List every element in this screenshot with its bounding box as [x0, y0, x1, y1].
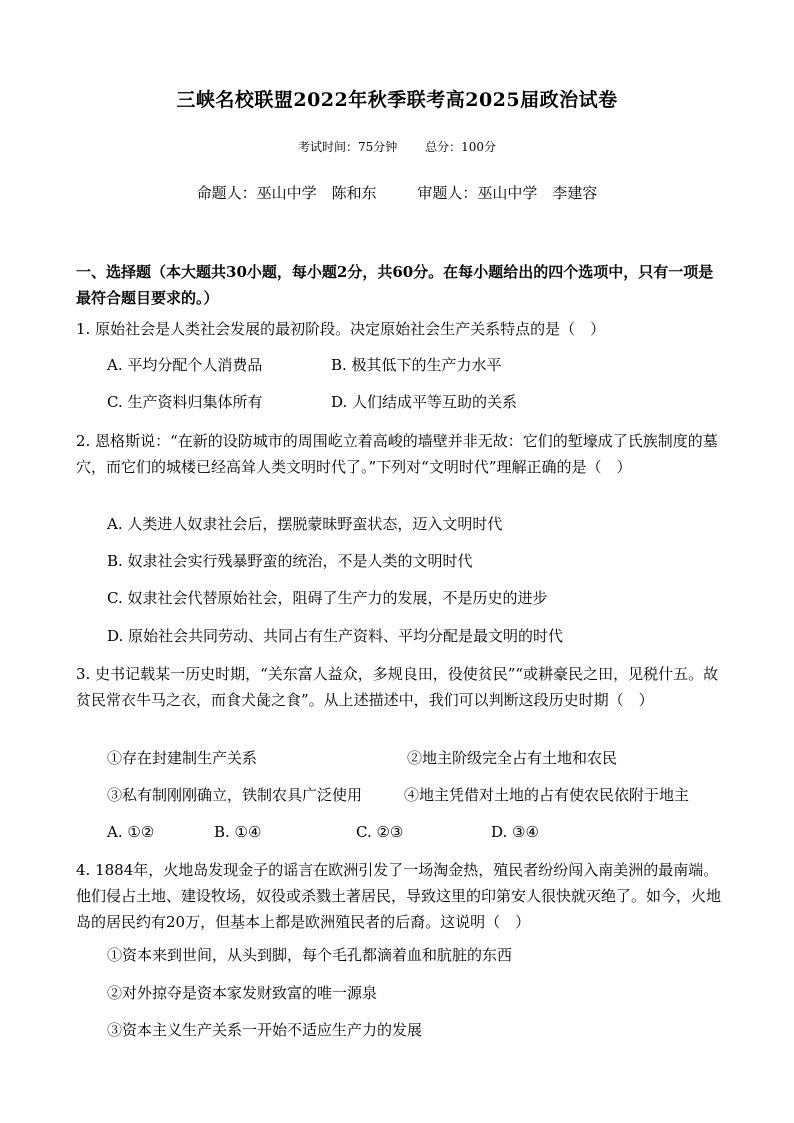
q3-statement-4: ④地主凭借对土地的占有使农民依附于地主 [404, 786, 690, 804]
q3-option-c: C. ②③ [356, 823, 404, 841]
section-heading: 一、选择题（本大题共30小题，每小题2分，共60分。在每小题给出的四个选项中，只有一项是最符合题目要求的。） [76, 263, 714, 307]
q3-option-b: B. ①④ [214, 823, 262, 841]
exam-meta [0, 138, 794, 155]
q4-statement-3: ③资本主义生产关系一开始不适应生产力的发展 [107, 1021, 423, 1039]
q1-option-c: C. 生产资料归集体所有 [107, 393, 263, 411]
q3-statement-3: ③私有制刚刚确立，铁制农具广泛使用 [107, 786, 363, 804]
q4-statement-1: ①资本来到世间，从头到脚，每个毛孔都滴着血和肮脏的东西 [107, 946, 513, 964]
q2-option-c: C. 奴隶社会代替原始社会，阻碍了生产力的发展，不是历史的进步 [107, 589, 548, 607]
question-3-stem: 3. 史书记载某一历史时期，“关东富人益众，多规良田，役使贫民”“或耕豪民之田，见税什五。故贫民常衣牛马之衣，而食犬彘之食”。从上述描述中，我们可以判断这段历史时期（ ） [76, 665, 719, 709]
setter: 命题人：巫山中学 陈和东 [196, 184, 377, 202]
q3-statement-2: ②地主阶级完全占有土地和农民 [407, 749, 618, 767]
exam-title: 三峡名校联盟2022年秋季联考高2025届政治试卷 [176, 89, 618, 111]
question-1-stem: 1. 原始社会是人类社会发展的最初阶段。决定原始社会生产关系特点的是（ ） [76, 320, 606, 338]
q2-option-d: D. 原始社会共同劳动、共同占有生产资料、平均分配是最文明的时代 [107, 627, 564, 645]
q2-option-b: B. 奴隶社会实行残暴野蛮的统治，不是人类的文明时代 [107, 552, 473, 570]
q3-option-a: A. ①② [107, 823, 155, 841]
exam-time: 考试时间：75分钟 [297, 140, 398, 154]
q3-statement-1: ①存在封建制生产关系 [107, 749, 258, 767]
total-score: 总分：100分 [425, 140, 496, 154]
question-4-stem: 4. 1884年，火地岛发现金子的谣言在欧洲引发了一场淘金热，殖民者纷纷闯入南美洲的最南端。他们侵占土地、建设牧场，奴役或杀戮土著居民，导致这里的印第安人很快就灭绝了。如今，火地岛的居民约有20万，但基本上都是欧洲殖民者的后裔。这说明（ ） [76, 861, 722, 931]
q1-option-a: A. 平均分配个人消费品 [107, 356, 263, 374]
question-2-stem: 2. 恩格斯说：“在新的设防城市的周围屹立着高峻的墙壁并非无故：它们的堑壕成了氏族制度的墓穴，而它们的城楼已经高耸人类文明时代了。”下列对“文明时代”理解正确的是（ ） [76, 432, 718, 476]
q1-option-b: B. 极其低下的生产力水平 [331, 356, 502, 374]
q3-option-d: D. ③④ [491, 823, 539, 841]
q1-option-d: D. 人们结成平等互助的关系 [331, 393, 518, 411]
q2-option-a: A. 人类进人奴隶社会后，摆脱蒙昧野蛮状态，迈入文明时代 [107, 515, 503, 533]
q4-statement-2: ②对外掠夺是资本家发财致富的唯一源泉 [107, 984, 378, 1002]
reviewer: 审题人：巫山中学 李建容 [417, 184, 598, 202]
exam-authors [0, 182, 794, 203]
